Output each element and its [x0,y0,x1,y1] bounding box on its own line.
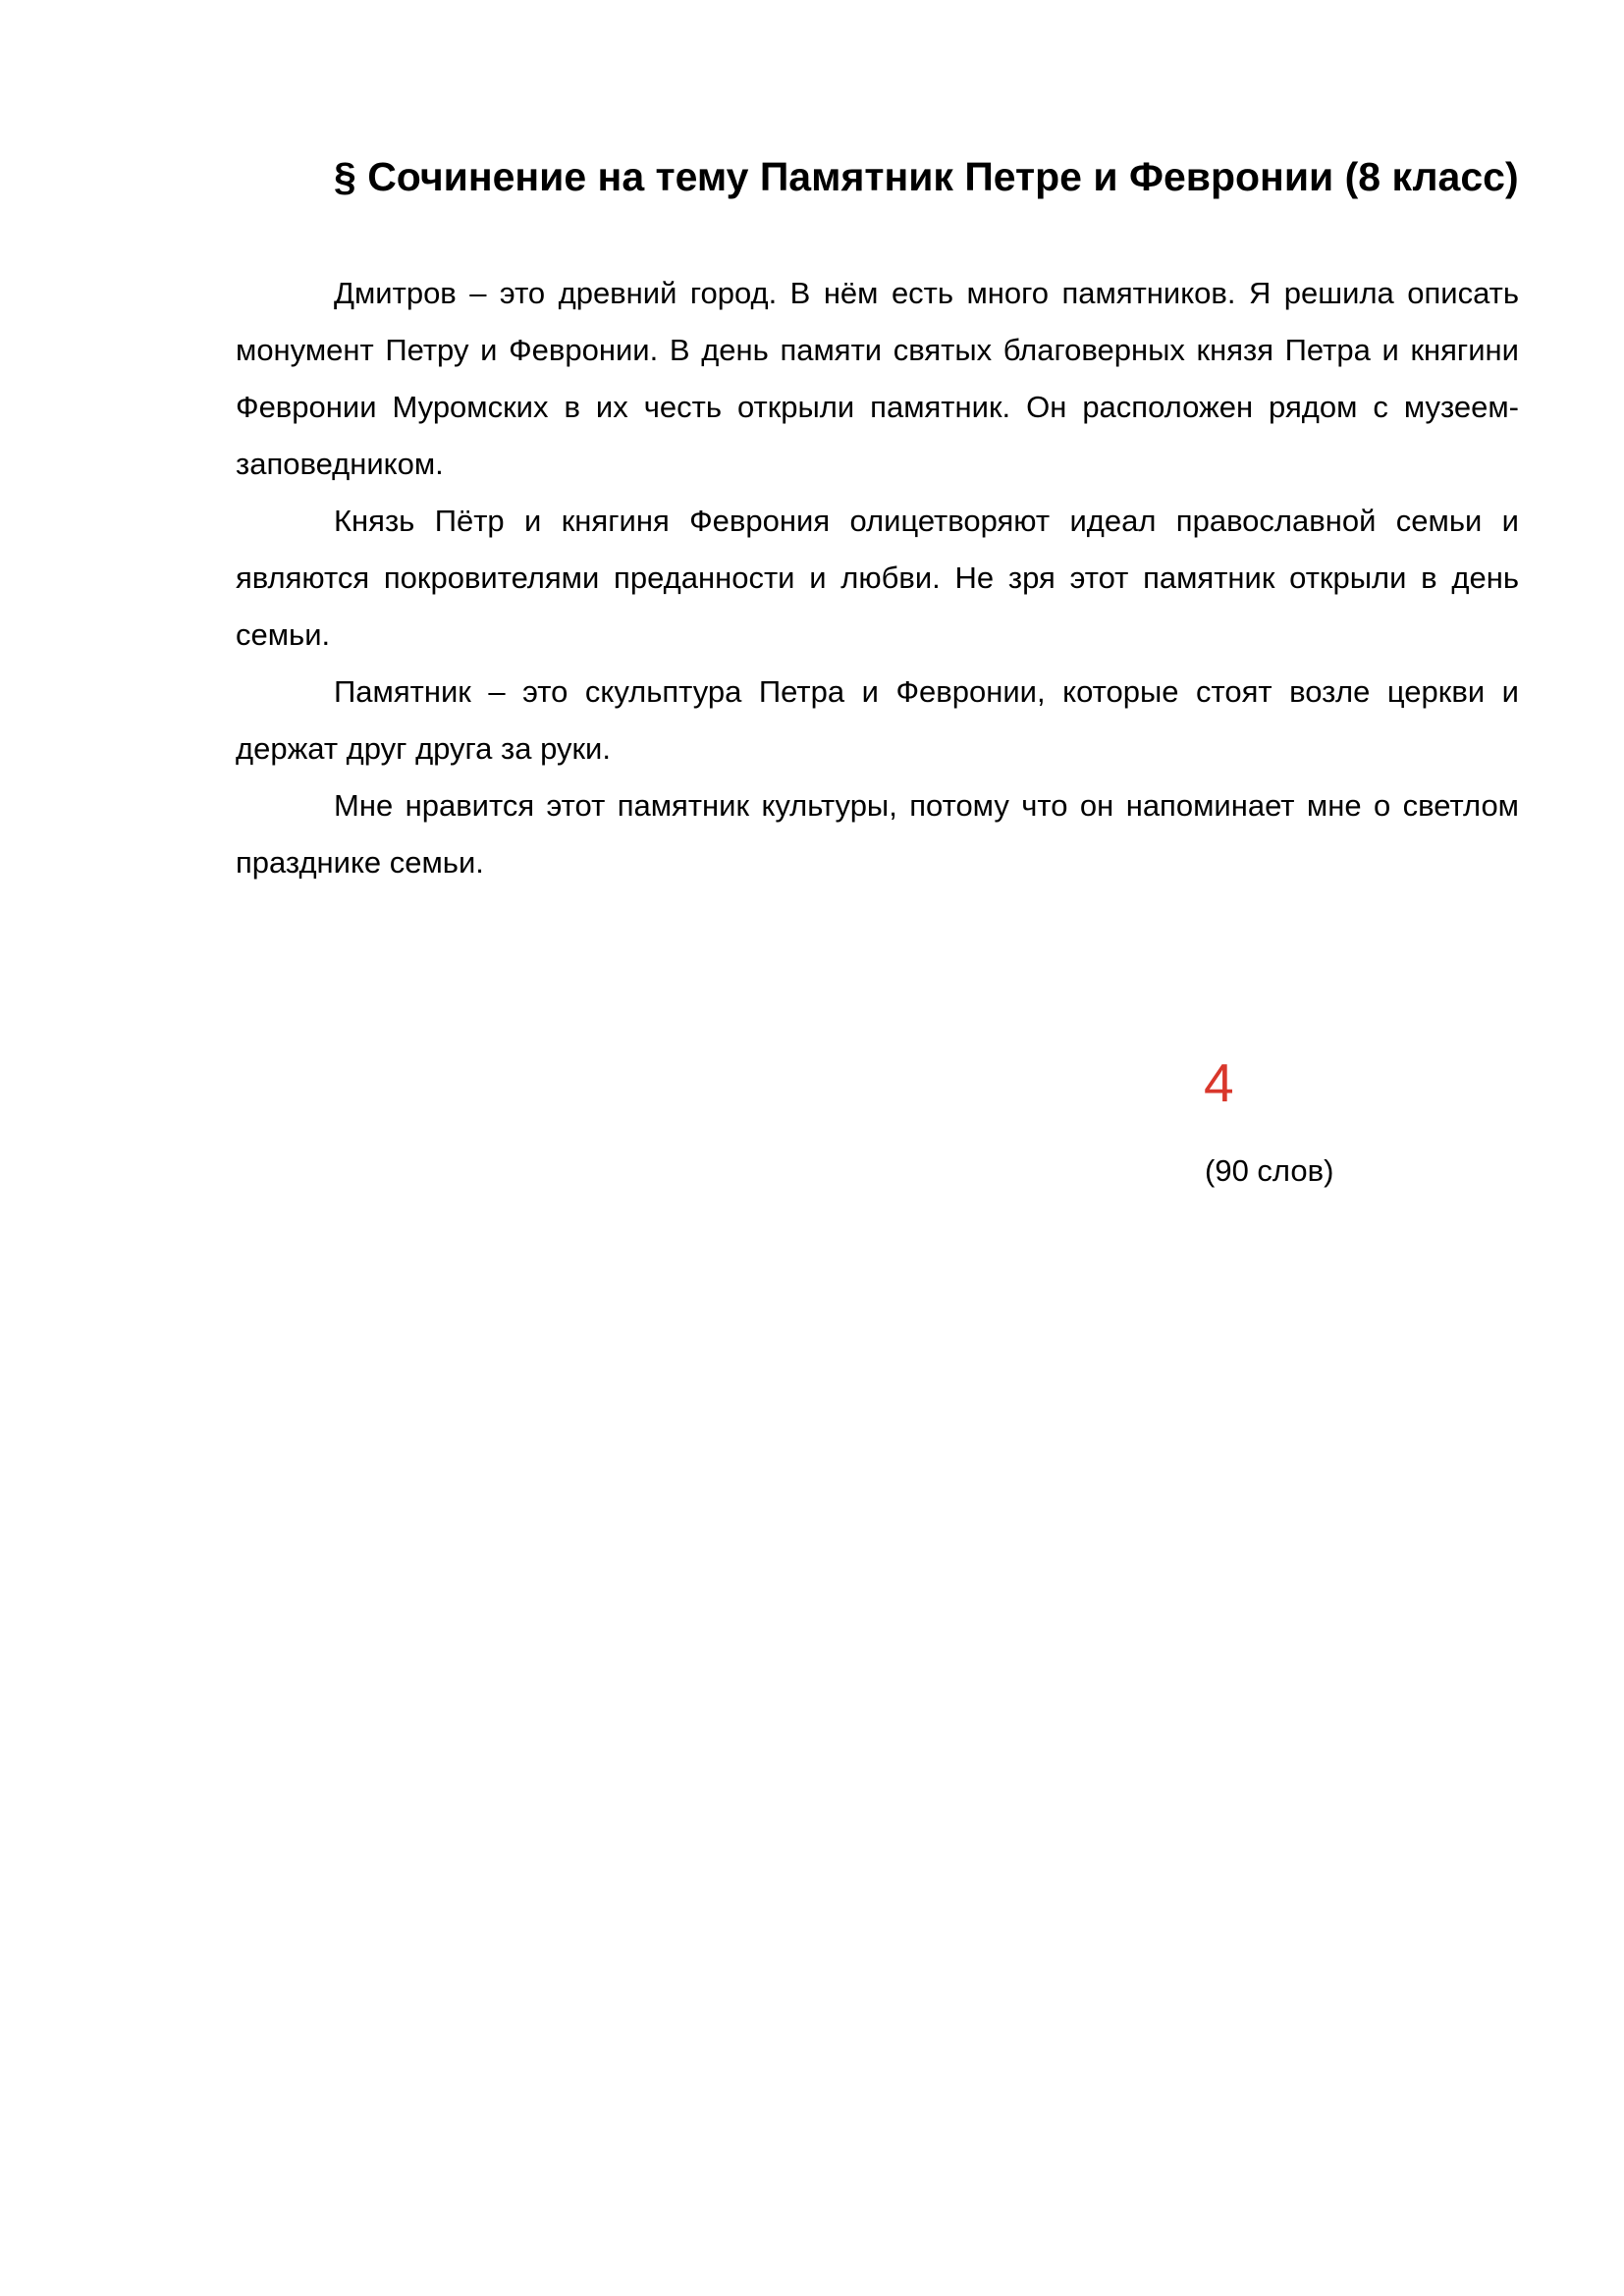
essay-paragraph-1: Дмитров – это древний город. В нём есть много памятников. Я решила описать монумент Петру и Февронии. В день памяти святых благоверных князя Петра и княгини Февронии Муромских в их честь открыли памятник. Он расположен рядом с музеем-заповедником. [236,276,1519,481]
grade-mark: 4 [1204,1052,1234,1113]
essay-paragraph-4: Мне нравится этот памятник культуры, потому что он напоминает мне о светлом празднике семьи. [236,788,1519,880]
essay-paragraph-2: Князь Пётр и княгиня Феврония олицетворяют идеал православной семьи и являются покровителями преданности и любви. Не зря этот памятник открыли в день семьи. [236,504,1519,652]
essay-paragraph-3: Памятник – это скульптура Петра и Февронии, которые стоят возле церкви и держат друг друга за руки. [236,674,1519,766]
essay-body [236,265,1519,891]
document-page [236,137,1519,891]
word-count: (90 слов) [1205,1153,1334,1188]
essay-title: § Сочинение на тему Памятник Петре и Февронии (8 класс) [334,154,1519,199]
